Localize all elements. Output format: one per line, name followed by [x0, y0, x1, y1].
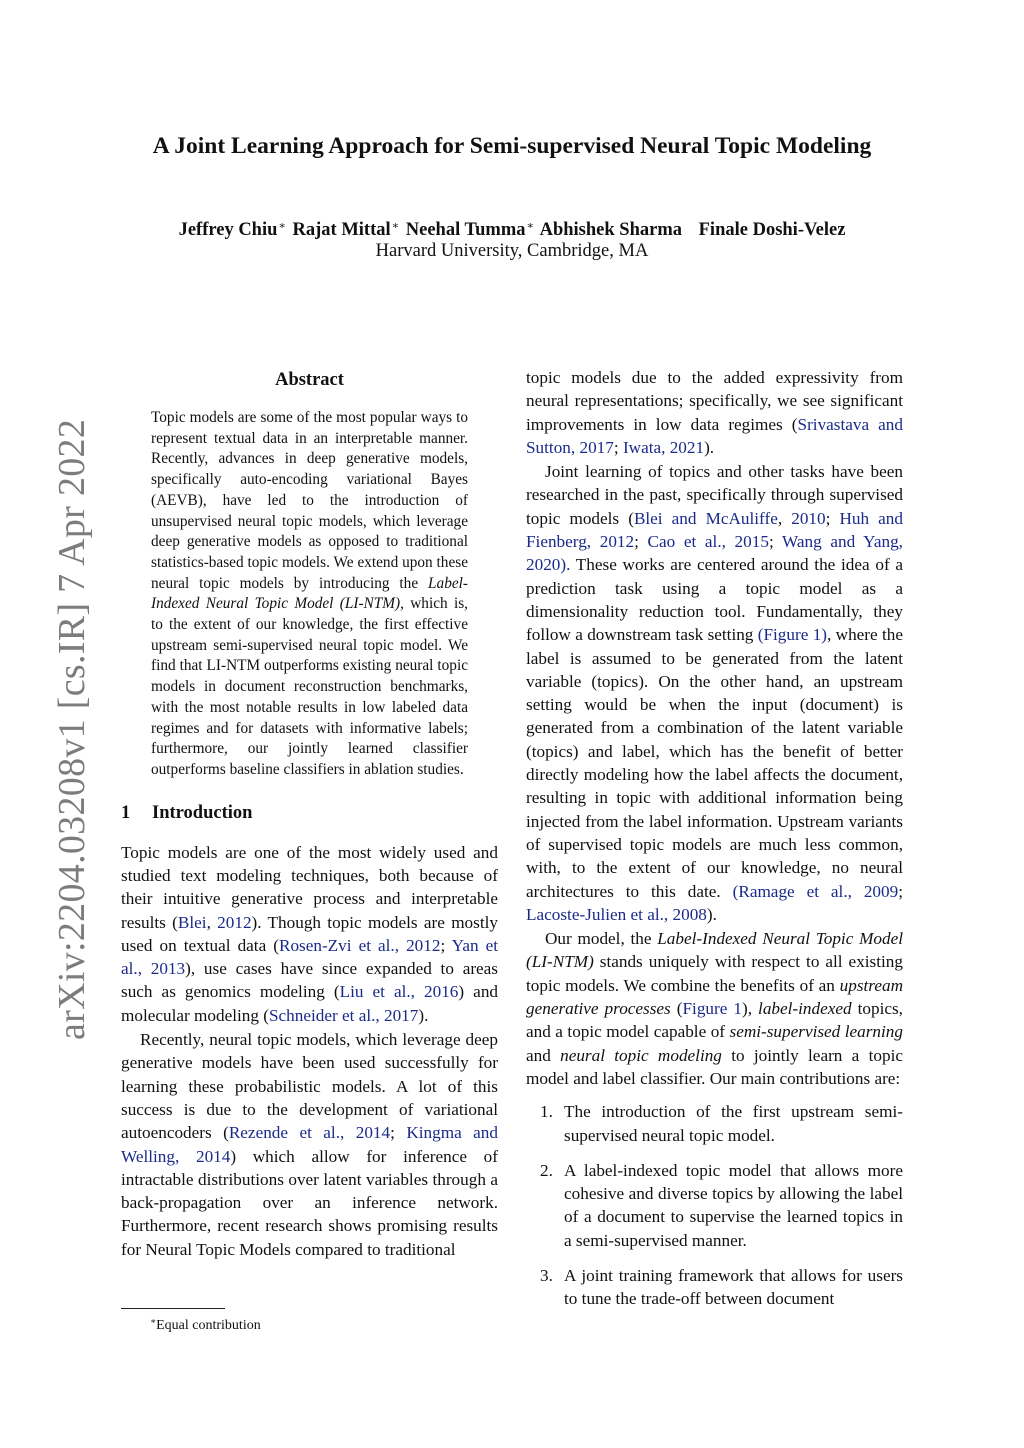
citation-link[interactable]: 2010 — [791, 508, 826, 528]
abstract-text: Topic models are some of the most popular ways to represent textual data in an interpretable manner. Recently, advances in deep generative models, specifically auto-encoding variational Bayes (AEVB), have led to the introduction of unsupervised neural topic models, which leverage deep generative models as opposed to traditional statistics-based topic models. We extend upon these neural topic models by introducing the Label-Indexed Neural Topic Model (LI-NTM), which is, to the extent of our knowledge, the first effective upstream semi-supervised neural topic model. We find that LI-NTM outperforms existing neural topic models in document reconstruction benchmarks, with the most notable results in low labeled data regimes and for datasets with informative labels; furthermore, our jointly learned classifier outperforms baseline classifiers in ablation studies. — [151, 409, 468, 778]
citation-link[interactable]: Iwata, 2021 — [622, 437, 705, 457]
paragraph: Recently, neural topic models, which leverage deep generative models have been used successfully for learning these probabilistic models. A lot of this success is due to the development of variational autoencoders (Rezende et al., 2014; Kingma and Welling, 2014) which allow for inference of intractable distributions over latent variables through a back-propagation over an inference network. Furthermore, recent research shows promising results for Neural Topic Models compared to traditional — [121, 1030, 498, 1259]
abstract-heading: Abstract — [275, 370, 344, 390]
paragraph: Joint learning of topics and other tasks have been researched in the past, specifically through supervised topic models (Blei and McAuliffe, 2010; Huh and Fienberg, 2012; Cao et al., 2015; Wang and Yang, 2020). These works are centered around the idea of a prediction task using a topic model as a dimensionality reduction tool. Fundamentally, they follow a downstream task setting (Figure 1), where the label is assumed to be generated from the latent variable (topics). On the other hand, an upstream setting would be when the input (document) is generated from a combination of the latent variable (topics) and label, which has the benefit of better directly modeling how the label affects the document, resulting in topic with additional information being injected from the label information. Upstream variants of supervised topic models are much less common, with, to the extent of our knowledge, no neural architectures to this date. (Ramage et al., 2009; Lacoste-Julien et al., 2008). — [526, 462, 903, 924]
footnote-divider — [121, 1308, 225, 1309]
affiliation: Harvard University, Cambridge, MA — [375, 241, 649, 261]
author-name: Neehal Tumma — [405, 220, 526, 240]
paragraph: Topic models are one of the most widely used and studied text modeling techniques, both because of their intuitive generative process and interpretable results (Blei, 2012). Though topic models are mostly used on textual data (Rosen-Zvi et al., 2012; Yan et al., 2013), use cases have since expanded to areas such as genomics modeling (Liu et al., 2016) and molecular modeling (Schneider et al., 2017). — [121, 842, 499, 1025]
citation-link[interactable]: Cao et al., 2015 — [647, 532, 769, 552]
left-column — [121, 364, 498, 1261]
list-item: 2. A label-indexed topic model that allows more cohesive and diverse topics by allowing the label of a document to supervise the learned topics in a semi-supervised manner. — [540, 1160, 903, 1250]
citation-link[interactable]: Lacoste-Julien et al., 2008 — [526, 904, 707, 924]
section-title: Introduction — [152, 802, 253, 823]
figure-link[interactable]: Figure 1 — [682, 999, 742, 1019]
citation-link[interactable]: Blei and McAuliffe — [633, 508, 778, 528]
paragraph: Our model, the Label-Indexed Neural Topic Model (LI-NTM) stands uniquely with respect to all existing topic models. We combine the benefits of an upstream generative processes (Figure 1), label-indexed topics, and a topic model capable of semi-supervised learning and neural topic modeling to jointly learn a topic model and label classifier. Our main contributions are: — [526, 929, 903, 1088]
author-mark: ∗ — [391, 220, 400, 232]
citation-link[interactable]: Srivastava and Sutton, 2017 — [526, 414, 903, 457]
citation-link[interactable]: Rosen-Zvi et al., 2012 — [278, 935, 441, 955]
citation-link[interactable]: Rezende et al., 2014 — [228, 1123, 391, 1143]
right-column — [526, 366, 903, 1323]
footnote: ∗Equal contribution — [150, 1316, 261, 1333]
citation-link[interactable]: Liu et al., 2016 — [339, 982, 459, 1002]
paragraph: topic models due to the added expressivity from neural representations; specifically, we see significant improvements in low data regimes (Srivastava and Sutton, 2017; Iwata, 2021). — [526, 368, 903, 457]
citation-link[interactable]: Yan et al., 2013 — [121, 935, 498, 979]
author-name: Finale Doshi-Velez — [698, 220, 846, 240]
citation-link[interactable]: Kingma and Welling, 2014 — [121, 1123, 498, 1166]
author-name: Abhishek Sharma — [539, 220, 682, 240]
list-number: 2. — [540, 1160, 553, 1180]
citation-link[interactable]: Blei — [177, 912, 207, 932]
paper-title: A Joint Learning Approach for Semi-supervised Neural Topic Modeling — [152, 133, 872, 159]
author-mark: ∗ — [526, 220, 534, 232]
author-name: Rajat Mittal — [292, 220, 391, 240]
citation-link[interactable]: Wang and Yang, 2020). — [526, 532, 903, 575]
list-number: 1. — [540, 1102, 553, 1122]
section-heading-introduction — [121, 799, 498, 827]
figure-link[interactable]: (Figure 1) — [757, 625, 828, 645]
citation-link[interactable]: Huh and Fienberg, 2012 — [526, 508, 903, 552]
author-name: Jeffrey Chiu — [178, 220, 278, 240]
list-item: 1. The introduction of the first upstream semi-supervised neural topic model. — [540, 1102, 903, 1145]
citation-link[interactable]: 2012 — [217, 912, 252, 932]
citation-link[interactable]: Schneider et al., 2017 — [268, 1005, 419, 1025]
contributions-list — [526, 1100, 903, 1310]
author-mark: ∗ — [278, 220, 286, 232]
list-item: 3. A joint training framework that allows for users to tune the trade-off between document — [540, 1265, 903, 1309]
citation-link[interactable]: (Ramage et al., 2009 — [732, 881, 899, 901]
section-number: 1 — [121, 802, 131, 823]
arxiv-stamp: arXiv:2204.03208v1 [cs.IR] 7 Apr 2022 — [51, 418, 93, 1040]
list-number: 3. — [540, 1265, 553, 1285]
